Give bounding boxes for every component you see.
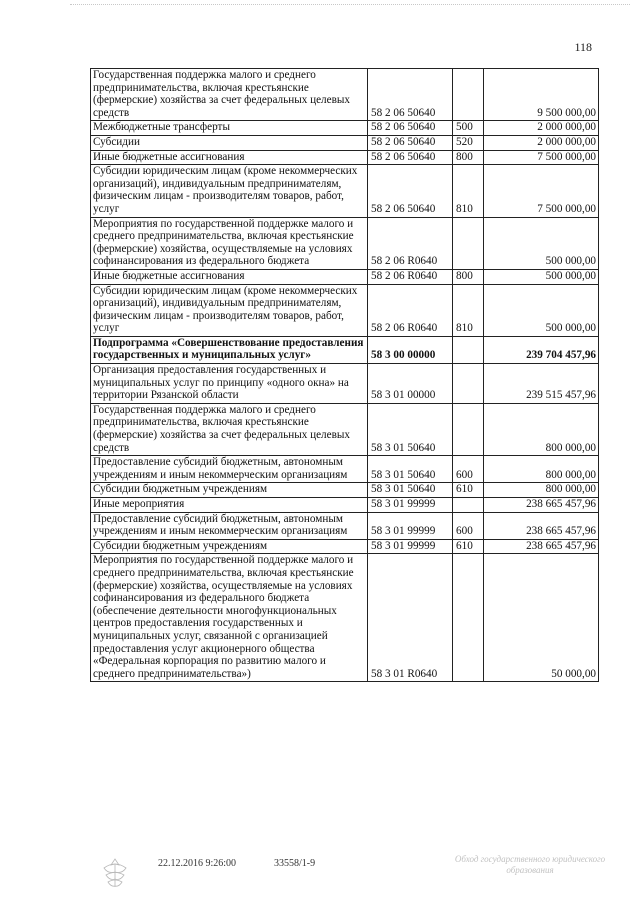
cell-amount: 238 665 457,96 bbox=[484, 539, 599, 554]
table-row bbox=[91, 150, 599, 165]
footer-date: 22.12.2016 9:26:00 bbox=[158, 858, 237, 869]
cell-amount: 7 500 000,00 bbox=[484, 165, 599, 217]
cell-code: 58 2 06 50640 bbox=[368, 165, 453, 217]
cell-name: Субсидии юридическим лицам (кроме некоммерческих организаций), индивидуальным предпринимателям, физическим лицам - производителям товаров, работ, услуг bbox=[91, 165, 368, 217]
cell-type: 610 bbox=[453, 539, 484, 554]
cell-name: Мероприятия по государственной поддержке малого и среднего предпринимательства, включая крестьянские (фермерские) хозяйства, осуществляемые на условиях софинансирования из федерального бюджета (обеспечение деятельности многофункциональных центров предоставления государственных и муниципальных услуг, связанной с организацией предоставления услуг акционерного общества «Федеральная корпорация по развитию малого и среднего предпринимательства») bbox=[91, 554, 368, 682]
budget-table bbox=[90, 68, 599, 682]
cell-code: 58 3 01 00000 bbox=[368, 364, 453, 404]
table-row bbox=[91, 364, 599, 404]
cell-type: 600 bbox=[453, 456, 484, 483]
cell-name: Иные бюджетные ассигнования bbox=[91, 150, 368, 165]
cell-amount: 50 000,00 bbox=[484, 554, 599, 682]
table-row bbox=[91, 217, 599, 269]
cell-amount: 9 500 000,00 bbox=[484, 69, 599, 121]
cell-name: Иные мероприятия bbox=[91, 498, 368, 513]
table-row bbox=[91, 269, 599, 284]
cell-code: 58 3 00 00000 bbox=[368, 336, 453, 363]
cell-type: 810 bbox=[453, 284, 484, 336]
cell-name: Государственная поддержка малого и среднего предпринимательства, включая крестьянские (фермерские) хозяйства за счет федеральных целевых средств bbox=[91, 69, 368, 121]
cell-code: 58 2 06 50640 bbox=[368, 69, 453, 121]
footer-watermark: Обход государственного юридического образования bbox=[454, 854, 606, 875]
cell-type bbox=[453, 69, 484, 121]
cell-name: Субсидии bbox=[91, 135, 368, 150]
scan-edge-line bbox=[70, 4, 630, 6]
table-row bbox=[91, 121, 599, 136]
cell-name: Межбюджетные трансферты bbox=[91, 121, 368, 136]
cell-type: 520 bbox=[453, 135, 484, 150]
table-row bbox=[91, 483, 599, 498]
cell-amount: 800 000,00 bbox=[484, 483, 599, 498]
cell-name: Субсидии бюджетным учреждениям bbox=[91, 539, 368, 554]
cell-amount: 239 515 457,96 bbox=[484, 364, 599, 404]
cell-type bbox=[453, 217, 484, 269]
cell-name: Организация предоставления государственных и муниципальных услуг по принципу «одного окна» на территории Рязанской области bbox=[91, 364, 368, 404]
cell-code: 58 3 01 50640 bbox=[368, 483, 453, 498]
cell-amount: 238 665 457,96 bbox=[484, 498, 599, 513]
cell-code: 58 2 06 R0640 bbox=[368, 284, 453, 336]
cell-name: Государственная поддержка малого и среднего предпринимательства, включая крестьянские (фермерские) хозяйства за счет федеральных целевых средств bbox=[91, 403, 368, 455]
table-row bbox=[91, 165, 599, 217]
cell-type: 810 bbox=[453, 165, 484, 217]
table-row bbox=[91, 336, 599, 363]
table-row bbox=[91, 284, 599, 336]
page-number: 118 bbox=[574, 40, 592, 54]
cell-amount: 238 665 457,96 bbox=[484, 512, 599, 539]
cell-name: Иные бюджетные ассигнования bbox=[91, 269, 368, 284]
cell-amount: 800 000,00 bbox=[484, 403, 599, 455]
cell-name: Подпрограмма «Совершенствование предоставления государственных и муниципальных услуг» bbox=[91, 336, 368, 363]
cell-type: 800 bbox=[453, 150, 484, 165]
cell-amount: 7 500 000,00 bbox=[484, 150, 599, 165]
cell-amount: 800 000,00 bbox=[484, 456, 599, 483]
cell-amount: 500 000,00 bbox=[484, 217, 599, 269]
table-row bbox=[91, 554, 599, 682]
table-row bbox=[91, 498, 599, 513]
cell-type: 600 bbox=[453, 512, 484, 539]
cell-amount: 2 000 000,00 bbox=[484, 121, 599, 136]
table-row bbox=[91, 539, 599, 554]
table-row bbox=[91, 403, 599, 455]
cell-code: 58 2 06 50640 bbox=[368, 135, 453, 150]
table-row bbox=[91, 69, 599, 121]
cell-code: 58 3 01 99999 bbox=[368, 539, 453, 554]
cell-code: 58 3 01 99999 bbox=[368, 512, 453, 539]
cell-type bbox=[453, 336, 484, 363]
cell-amount: 500 000,00 bbox=[484, 269, 599, 284]
cell-code: 58 3 01 99999 bbox=[368, 498, 453, 513]
footer-doc-number: 33558/1-9 bbox=[274, 858, 316, 869]
cell-code: 58 3 01 50640 bbox=[368, 403, 453, 455]
cell-code: 58 2 06 50640 bbox=[368, 121, 453, 136]
cell-type bbox=[453, 554, 484, 682]
cell-type bbox=[453, 498, 484, 513]
table-row bbox=[91, 512, 599, 539]
cell-amount: 2 000 000,00 bbox=[484, 135, 599, 150]
cell-name: Предоставление субсидий бюджетным, автономным учреждениям и иным некоммерческим организациям bbox=[91, 456, 368, 483]
cell-code: 58 2 06 R0640 bbox=[368, 269, 453, 284]
cell-type: 610 bbox=[453, 483, 484, 498]
cell-name: Мероприятия по государственной поддержке малого и среднего предпринимательства, включая крестьянские (фермерские) хозяйства, осуществляемые на условиях софинансирования из федерального бюджета bbox=[91, 217, 368, 269]
cell-type: 500 bbox=[453, 121, 484, 136]
cell-name: Предоставление субсидий бюджетным, автономным учреждениям и иным некоммерческим организациям bbox=[91, 512, 368, 539]
table-row bbox=[91, 456, 599, 483]
cell-type: 800 bbox=[453, 269, 484, 284]
cell-code: 58 3 01 R0640 bbox=[368, 554, 453, 682]
cell-code: 58 2 06 50640 bbox=[368, 150, 453, 165]
cell-amount: 239 704 457,96 bbox=[484, 336, 599, 363]
cell-type bbox=[453, 403, 484, 455]
cell-type bbox=[453, 364, 484, 404]
cell-amount: 500 000,00 bbox=[484, 284, 599, 336]
budget-table-body bbox=[91, 69, 599, 682]
emblem-icon bbox=[92, 856, 138, 890]
cell-name: Субсидии бюджетным учреждениям bbox=[91, 483, 368, 498]
cell-name: Субсидии юридическим лицам (кроме некоммерческих организаций), индивидуальным предпринимателям, физическим лицам - производителям товаров, работ, услуг bbox=[91, 284, 368, 336]
cell-code: 58 3 01 50640 bbox=[368, 456, 453, 483]
cell-code: 58 2 06 R0640 bbox=[368, 217, 453, 269]
table-row bbox=[91, 135, 599, 150]
